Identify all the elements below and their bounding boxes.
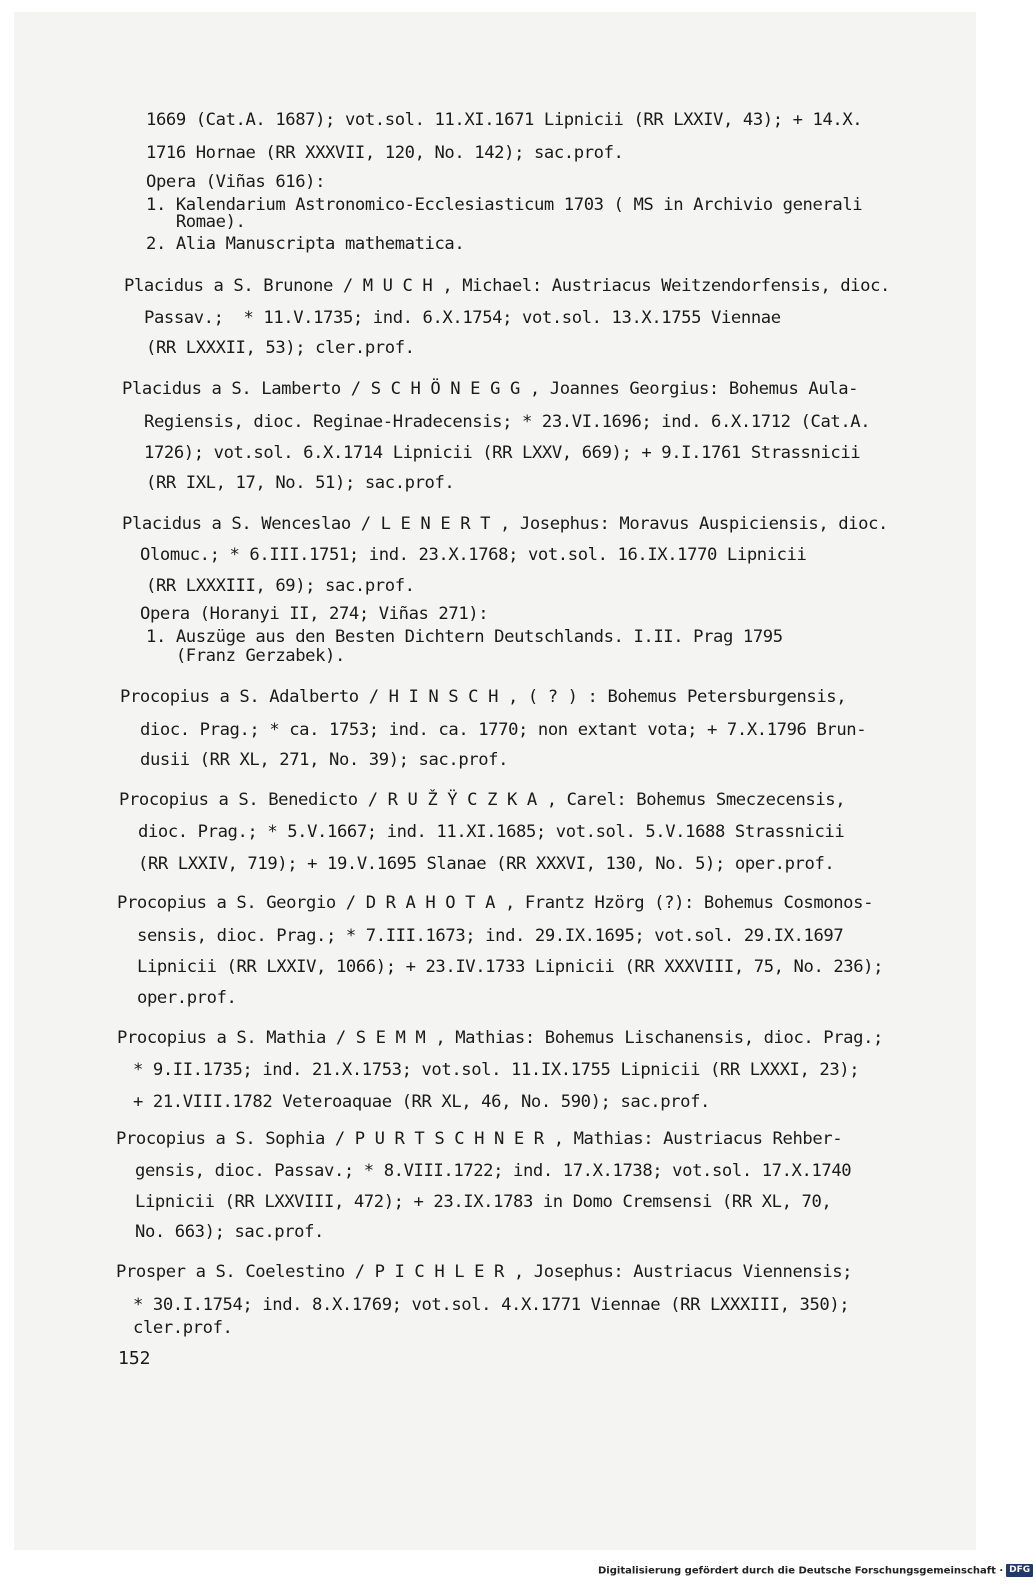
text-line: Regiensis, dioc. Reginae-Hradecensis; * 23.VI.1696; ind. 6.X.1712 (Cat.A. — [144, 412, 871, 432]
text-line: 2. Alia Manuscripta mathematica. — [146, 234, 465, 254]
text-line: 1. Auszüge aus den Besten Dichtern Deutschlands. I.II. Prag 1795 — [146, 627, 783, 647]
text-line: Lipnicii (RR LXXVIII, 472); + 23.IX.1783 in Domo Cremsensi (RR XL, 70, — [135, 1192, 832, 1212]
text-line: Romae). — [146, 212, 246, 232]
text-line: Procopius a S. Georgio / D R A H O T A , Frantz Hzörg (?): Bohemus Cosmonos- — [117, 893, 874, 913]
text-line: (RR LXXXII, 53); cler.prof. — [146, 338, 415, 358]
text-line: Procopius a S. Adalberto / H I N S C H , ( ? ) : Bohemus Petersburgensis, — [120, 687, 847, 707]
text-line: dioc. Prag.; * 5.V.1667; ind. 11.XI.1685; vot.sol. 5.V.1688 Strassnicii — [138, 822, 845, 842]
page-number: 152 — [118, 1348, 151, 1369]
text-line: cler.prof. — [133, 1318, 233, 1338]
text-line: Opera (Viñas 616): — [146, 172, 326, 192]
footer-text: Digitalisierung gefördert durch die Deutsche Forschungsgemeinschaft · — [598, 1565, 1004, 1577]
text-line: (RR IXL, 17, No. 51); sac.prof. — [146, 473, 455, 493]
text-line: * 30.I.1754; ind. 8.X.1769; vot.sol. 4.X.1771 Viennae (RR LXXXIII, 350); — [133, 1295, 850, 1315]
footer-credit — [598, 1564, 1031, 1580]
text-line: dusii (RR XL, 271, No. 39); sac.prof. — [140, 750, 509, 770]
text-line: Lipnicii (RR LXXIV, 1066); + 23.IV.1733 Lipnicii (RR XXXVIII, 75, No. 236); — [137, 957, 884, 977]
text-line: (RR LXXIV, 719); + 19.V.1695 Slanae (RR XXXVI, 130, No. 5); oper.prof. — [138, 854, 835, 874]
text-line: dioc. Prag.; * ca. 1753; ind. ca. 1770; non extant vota; + 7.X.1796 Brun- — [140, 720, 867, 740]
text-line: oper.prof. — [137, 988, 237, 1008]
text-line: * 9.II.1735; ind. 21.X.1753; vot.sol. 11.IX.1755 Lipnicii (RR LXXXI, 23); — [133, 1060, 860, 1080]
text-line: Prosper a S. Coelestino / P I C H L E R , Josephus: Austriacus Viennensis; — [116, 1262, 853, 1282]
text-line: Passav.; * 11.V.1735; ind. 6.X.1754; vot.sol. 13.X.1755 Viennae — [144, 308, 781, 328]
text-line: sensis, dioc. Prag.; * 7.III.1673; ind. 29.IX.1695; vot.sol. 29.IX.1697 — [137, 926, 844, 946]
text-line: Placidus a S. Wenceslao / L E N E R T , Josephus: Moravus Auspiciensis, dioc. — [122, 514, 888, 534]
text-line: Procopius a S. Benedicto / R U Ž Ÿ C Z K A , Carel: Bohemus Smeczecensis, — [119, 790, 846, 810]
text-line: 1726); vot.sol. 6.X.1714 Lipnicii (RR LXXV, 669); + 9.I.1761 Strassnicii — [144, 443, 861, 463]
text-line: Placidus a S. Brunone / M U C H , Michael: Austriacus Weitzendorfensis, dioc. — [124, 276, 890, 296]
text-line: 1669 (Cat.A. 1687); vot.sol. 11.XI.1671 Lipnicii (RR LXXIV, 43); + 14.X. — [146, 110, 863, 130]
text-line: 1716 Hornae (RR XXXVII, 120, No. 142); sac.prof. — [146, 143, 624, 163]
text-line: No. 663); sac.prof. — [135, 1222, 325, 1242]
text-line: Opera (Horanyi II, 274; Viñas 271): — [140, 604, 489, 624]
text-line: Placidus a S. Lamberto / S C H Ö N E G G , Joannes Georgius: Bohemus Aula- — [122, 379, 859, 399]
dfg-logo: DFG — [1006, 1564, 1033, 1577]
text-line: + 21.VIII.1782 Veteroaquae (RR XL, 46, No. 590); sac.prof. — [133, 1092, 710, 1112]
text-line: Procopius a S. Mathia / S E M M , Mathias: Bohemus Lischanensis, dioc. Prag.; — [117, 1028, 883, 1048]
text-line: Olomuc.; * 6.III.1751; ind. 23.X.1768; vot.sol. 16.IX.1770 Lipnicii — [140, 545, 807, 565]
text-line: (Franz Gerzabek). — [146, 646, 345, 666]
text-line: gensis, dioc. Passav.; * 8.VIII.1722; ind. 17.X.1738; vot.sol. 17.X.1740 — [135, 1161, 852, 1181]
text-line: (RR LXXXIII, 69); sac.prof. — [146, 576, 415, 596]
text-line: 1. Kalendarium Astronomico-Ecclesiasticum 1703 ( MS in Archivio generali — [146, 195, 863, 215]
text-line: Procopius a S. Sophia / P U R T S C H N E R , Mathias: Austriacus Rehber- — [116, 1129, 843, 1149]
